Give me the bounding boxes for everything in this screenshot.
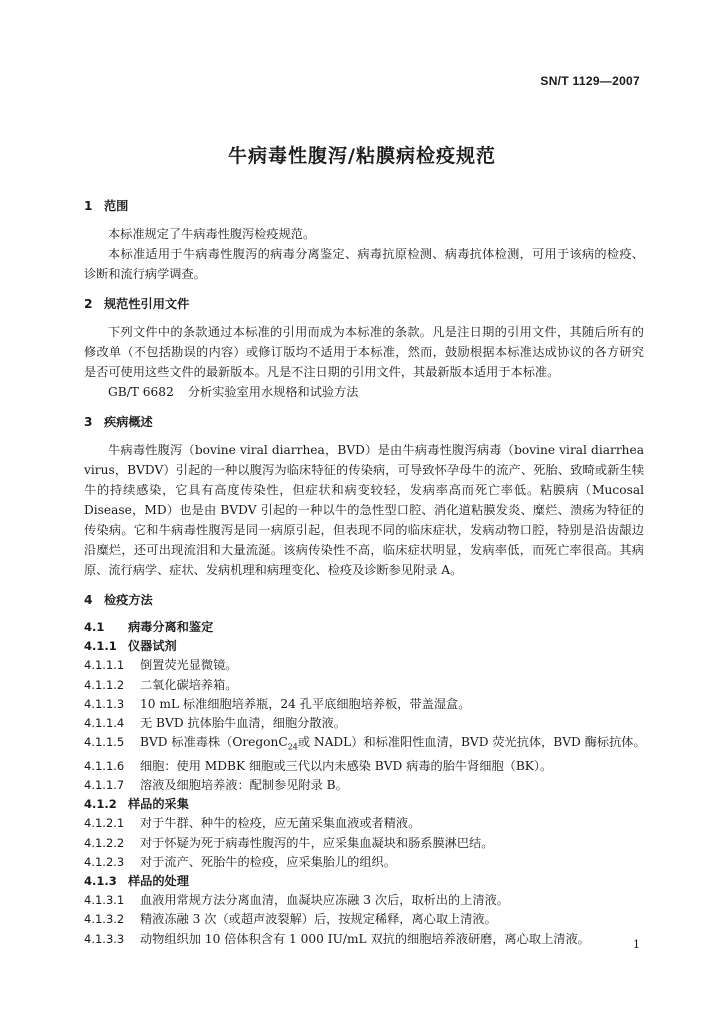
item-number: 4.1.1.4 xyxy=(84,716,125,731)
subsection-number: 4.1.2 xyxy=(84,797,117,812)
item-text: 二氧化碳培养箱。 xyxy=(140,677,238,692)
reference-code: GB/T 6682 xyxy=(108,385,174,399)
section-1-paragraph-1: 本标准规定了牛病毒性腹泻检疫规范。 xyxy=(108,227,316,241)
item-text: 溶液及细胞培养液：配制参见附录 B。 xyxy=(140,778,348,793)
list-item xyxy=(84,853,644,872)
subsection-title: 病毒分离和鉴定 xyxy=(128,620,214,634)
document-body xyxy=(84,196,644,949)
list-item xyxy=(84,776,644,795)
subsection-title: 仪器试剂 xyxy=(128,639,177,654)
subsection-number: 4.1.3 xyxy=(84,874,117,889)
item-text: 倒置荧光显微镜。 xyxy=(140,658,238,673)
section-1-paragraph-2: 本标准适用于牛病毒性腹泻的病毒分离鉴定、病毒抗原检测、病毒抗体检测，可用于该病的检疫、诊断和流行病学调查。 xyxy=(84,247,644,281)
subsection-title: 样品的采集 xyxy=(128,797,189,812)
page-number: 1 xyxy=(633,938,640,951)
strain-subscript: 24 xyxy=(287,742,298,752)
item-text: 细胞：使用 MDBK 细胞或三代以内未感染 BVD 病毒的胎牛肾细胞（BK）。 xyxy=(140,758,553,773)
list-item xyxy=(84,891,644,910)
item-text xyxy=(140,733,646,757)
list-item xyxy=(84,910,644,929)
item-text-part-a: BVD 标准毒株（OregonC xyxy=(140,735,288,750)
item-number: 4.1.2.3 xyxy=(84,854,125,869)
subsection-4-1-2-heading xyxy=(84,795,644,814)
subsection-4-1-heading xyxy=(84,618,644,637)
item-number: 4.1.2.1 xyxy=(84,816,125,831)
normative-reference xyxy=(84,382,644,402)
section-4-heading xyxy=(84,590,644,610)
item-number: 4.1.1.3 xyxy=(84,696,125,711)
list-item xyxy=(84,930,644,949)
item-number: 4.1.1.1 xyxy=(84,658,125,673)
section-title: 疾病概述 xyxy=(104,415,153,429)
item-number: 4.1.3.1 xyxy=(84,893,125,908)
section-title: 规范性引用文件 xyxy=(104,297,190,311)
item-text: 对于怀疑为死于病毒性腹泻的牛，应采集血凝块和肠系膜淋巴结。 xyxy=(140,835,494,850)
item-text: 动物组织加 10 倍体积含有 1 000 IU/mL 双抗的细胞培养液研磨，离心取上清液。 xyxy=(140,931,590,946)
item-text: 血液用常规方法分离血清，血凝块应冻融 3 次后，取析出的上清液。 xyxy=(140,893,509,908)
item-number: 4.1.1.7 xyxy=(84,778,125,793)
list-item xyxy=(84,656,644,675)
list-item xyxy=(84,757,644,776)
subsection-number: 4.1.1 xyxy=(84,639,117,654)
item-number: 4.1.1.6 xyxy=(84,758,125,773)
item-number: 4.1.1.2 xyxy=(84,677,125,692)
section-3-paragraph-1: 牛病毒性腹泻（bovine viral diarrhea，BVD）是由牛病毒性腹泻病毒（bovine viral diarrhea virus，BVDV）引起的一种以腹泻为临床特征的传染病，可导致怀孕母牛的流产、死胎、致畸或新生犊牛的持续感染，它具有高度传染性，但症状和病变较轻，发病率高而死亡率低。粘膜病（Mucosal Disease，MD）也是由 BVDV 引起的一种以牛的急性型口腔、消化道粘膜发炎、糜烂、溃疡为特征的传染病。它和牛病毒性腹泻是同一病原引起，但表现不同的临床症状，发病动物口腔，特别是沿齿龈边沿糜烂，还可出现流泪和大量流涎。该病传染性不高，临床症状明显，发病率低，而死亡率很高。其病原、流行病学、症状、发病机理和病理变化、检疫及诊断参见附录 A。 xyxy=(84,443,644,577)
list-item xyxy=(84,714,644,733)
document-title: 牛病毒性腹泻/粘膜病检疫规范 xyxy=(228,145,496,167)
item-number: 4.1.2.2 xyxy=(84,835,125,850)
item-text: 10 mL 标准细胞培养瓶，24 孔平底细胞培养板，带盖湿盒。 xyxy=(140,696,471,711)
list-item xyxy=(84,834,644,853)
subsection-title: 样品的处理 xyxy=(128,874,189,889)
standard-code: SN/T 1129—2007 xyxy=(540,74,640,88)
item-text: 无 BVD 抗体胎牛血清，细胞分散液。 xyxy=(140,716,346,731)
section-2-paragraph-1: 下列文件中的条款通过本标准的引用而成为本标准的条款。凡是注日期的引用文件，其随后所有的修改单（不包括勘误的内容）或修订版均不适用于本标准，然而，鼓励根据本标准达成协议的各方研究是否可使用这些文件的最新版本。凡是不注日期的引用文件，其最新版本适用于本标准。 xyxy=(84,325,644,379)
section-3-heading xyxy=(84,412,644,432)
item-number: 4.1.1.5 xyxy=(84,735,125,750)
list-item xyxy=(84,676,644,695)
item-number: 4.1.3.2 xyxy=(84,912,125,927)
section-2-heading xyxy=(84,294,644,314)
section-number: 1 xyxy=(84,199,93,213)
item-text: 对于牛群、种牛的检疫，应无菌采集血液或者精液。 xyxy=(140,816,421,831)
subsection-4-1-3-heading xyxy=(84,872,644,891)
section-number: 3 xyxy=(84,415,93,429)
section-title: 检疫方法 xyxy=(104,593,153,607)
item-text: 对于流产、死胎牛的检疫，应采集胎儿的组织。 xyxy=(140,854,396,869)
section-1-heading xyxy=(84,196,644,216)
reference-title: 分析实验室用水规格和试验方法 xyxy=(187,385,359,399)
item-text-part-b: 或 NADL）和标准阳性血清，BVD 荧光抗体，BVD 酶标抗体。 xyxy=(297,735,646,750)
subsection-number: 4.1 xyxy=(84,620,105,634)
list-item xyxy=(84,733,644,757)
section-title: 范围 xyxy=(104,199,129,213)
item-text: 精液冻融 3 次（或超声波裂解）后，按规定稀释，离心取上清液。 xyxy=(140,912,497,927)
subsection-4-1-1-heading xyxy=(84,637,644,656)
section-number: 2 xyxy=(84,297,93,311)
item-number: 4.1.3.3 xyxy=(84,931,125,946)
section-number: 4 xyxy=(84,593,93,607)
list-item xyxy=(84,814,644,833)
list-item xyxy=(84,695,644,714)
